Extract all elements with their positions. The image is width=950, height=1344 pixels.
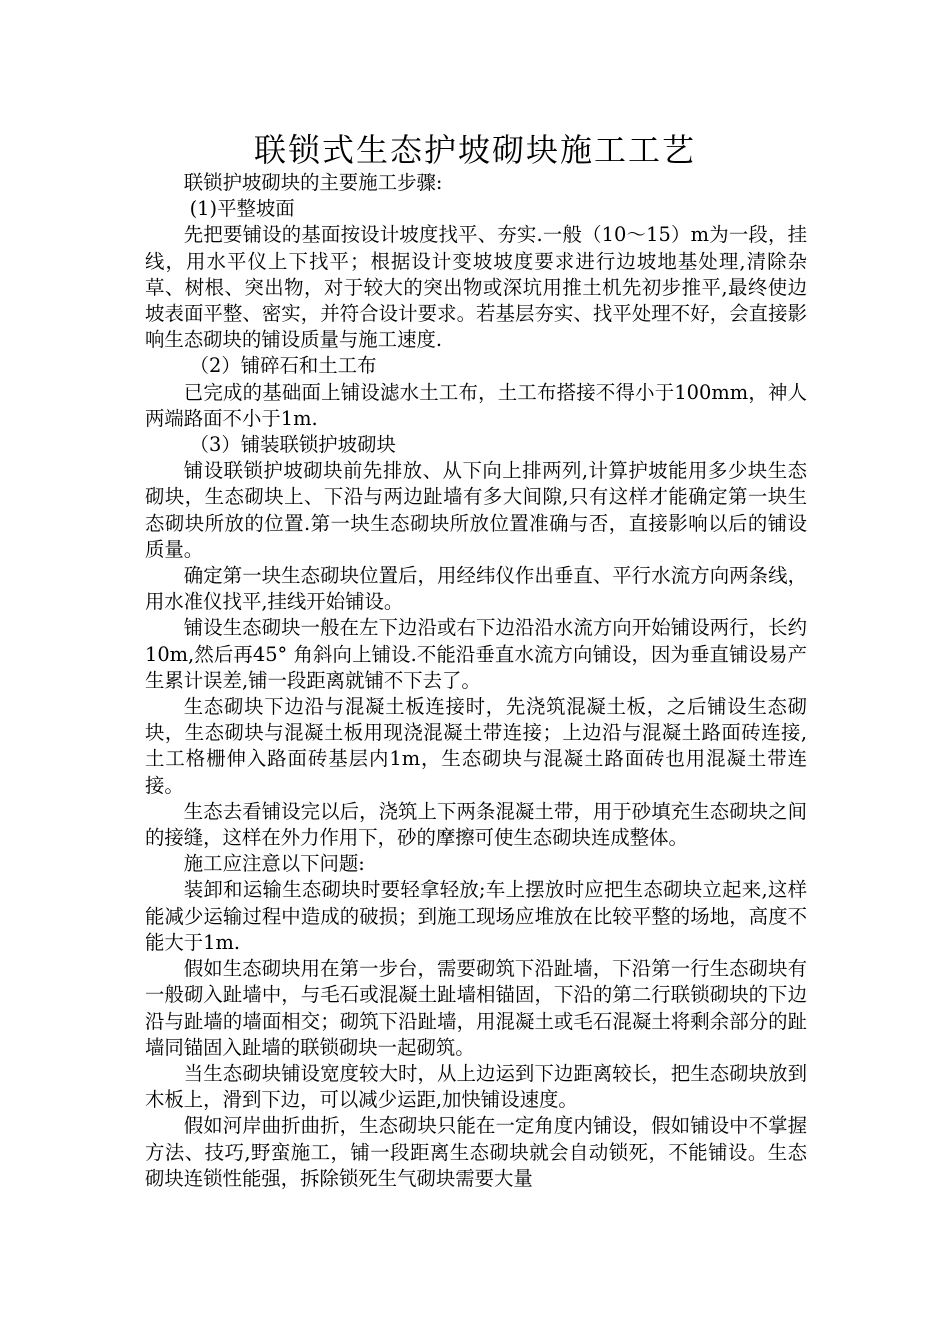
body-paragraph: 生态砌块下边沿与混凝土板连接时，先浇筑混凝土板，之后铺设生态砌块，生态砌块与混凝土板用现浇混凝土带连接；上边沿与混凝土路面砖连接,土工格栅伸入路面砖基层内1m，生态砌块与混凝土路面砖也用混凝土带连接。 <box>145 695 807 797</box>
body-paragraph: 确定第一块生态砌块位置后，用经纬仪作出垂直、平行水流方向两条线，用水准仪找平,挂线开始铺设。 <box>145 564 807 614</box>
step-1-heading: (1)平整坡面 <box>189 197 295 221</box>
document-title: 联锁式生态护坡砌块施工工艺 <box>253 131 696 169</box>
body-paragraph: 铺设联锁护坡砌块前先排放、从下向上排两列,计算护坡能用多少块生态砌块，生态砌块上、下沿与两边趾墙有多大间隙,只有这样才能确定第一块生态砌块所放的位置.第一块生态砌块所放位置准确与否，直接影响以后的铺设质量。 <box>145 459 807 561</box>
body-paragraph: 先把要铺设的基面按设计坡度找平、夯实.一般（10～15）m为一段，挂线，用水平仪上下找平；根据设计变坡坡度要求进行边坡地基处理,清除杂草、树根、突出物，对于较大的突出物或深坑用推土机先初步推平,最终使边坡表面平整、密实，并符合设计要求。若基层夯实、找平处理不好，会直接影响生态砌块的铺设质量与施工速度. <box>145 223 807 352</box>
body-paragraph: 当生态砌块铺设宽度较大时，从上边运到下边距离较长，把生态砌块放到木板上，滑到下边，可以减少运距,加快铺设速度。 <box>145 1061 807 1112</box>
step-2-heading: （2）铺碎石和土工布 <box>189 354 377 378</box>
body-paragraph: 铺设生态砌块一般在左下边沿或右下边沿沿水流方向开始铺设两行，长约10m,然后再45° 角斜向上铺设.不能沿垂直水流方向铺设，因为垂直铺设易产生累计误差,铺一段距离就铺不下去了。 <box>145 616 807 692</box>
body-paragraph: 装卸和运输生态砌块时要轻拿轻放;车上摆放时应把生态砌块立起来,这样能减少运输过程中造成的破损；到施工现场应堆放在比较平整的场地，高度不能大于1m. <box>145 878 807 954</box>
step-3-heading: （3）铺装联锁护坡砌块 <box>189 433 396 457</box>
body-paragraph: 已完成的基础面上铺设滤水土工布，土工布搭接不得小于100mm，神人两端路面不小于1m. <box>145 380 807 430</box>
intro-paragraph: 联锁护坡砌块的主要施工步骤: <box>183 171 443 194</box>
body-paragraph: 假如河岸曲折曲折，生态砌块只能在一定角度内铺设，假如铺设中不掌握方法、技巧,野蛮施工，铺一段距离生态砌块就会自动锁死，不能铺设。生态砌块连锁性能强，拆除锁死生气砌块需要大量 <box>145 1114 807 1190</box>
document-body <box>145 170 807 1192</box>
notes-heading: 施工应注意以下问题: <box>183 852 365 876</box>
body-paragraph: 假如生态砌块用在第一步台，需要砌筑下沿趾墙，下沿第一行生态砌块有一般砌入趾墙中，与毛石或混凝土趾墙相锚固，下沿的第二行联锁砌块的下边沿与趾墙的墙面相交；砌筑下沿趾墙，用混凝土或毛石混凝土将剩余部分的趾墙同锚固入趾墙的联锁砌块一起砌筑。 <box>145 957 807 1059</box>
body-paragraph: 生态去看铺设完以后，浇筑上下两条混凝土带，用于砂填充生态砌块之间的接缝，这样在外力作用下，砂的摩擦可使生态砌块连成整体。 <box>145 799 807 850</box>
